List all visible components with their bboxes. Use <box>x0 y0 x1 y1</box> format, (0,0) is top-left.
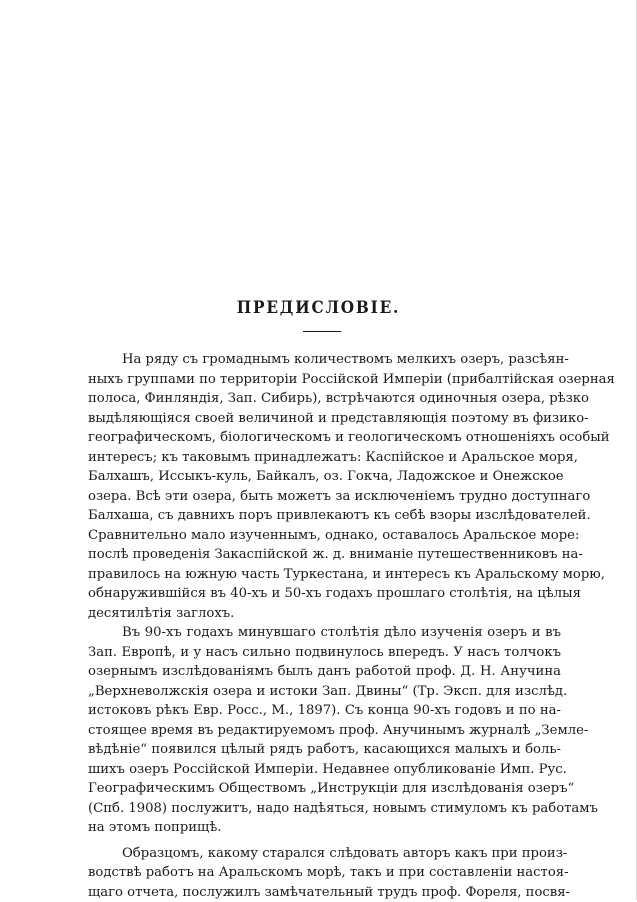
text-line: шихъ озеръ Россiйской Имперiи. Недавнее опубликованiе Имп. Рус. <box>88 760 561 780</box>
page-title: ПРЕДИСЛОВIЕ. <box>32 298 605 318</box>
text-line: вѣдѣнiе“ появился цѣлый рядъ работъ, касающихся малыхъ и боль- <box>88 740 561 760</box>
text-line: послѣ проведенiя Закаспiйской ж. д. вниманiе путешественниковъ на- <box>88 545 561 565</box>
text-line: полоса, Финляндiя, Зап. Сибирь), встрѣчаются одиночныя озера, рѣзко <box>88 389 561 409</box>
text-line: „Верхневолжскiя озера и истоки Зап. Двины“ (Тр. Эксп. для изслѣд. <box>88 682 561 702</box>
body-text <box>88 350 561 902</box>
text-line: (Спб. 1908) послужитъ, надо надѣяться, новымъ стимуломъ къ работамъ <box>88 799 561 819</box>
text-line: Въ 90-хъ годахъ минувшаго столѣтiя дѣло изученiя озеръ и въ <box>88 623 561 643</box>
text-line: водствѣ работъ на Аральскомъ морѣ, такъ и при составленiи настоя- <box>88 863 561 883</box>
text-line: стоящее время въ редактируемомъ проф. Анучинымъ журналѣ „Земле- <box>88 721 561 741</box>
text-line: озера. Всѣ эти озера, быть можетъ за исключенiемъ трудно доступнаго <box>88 487 561 507</box>
text-line: Балхашъ, Иссыкъ-куль, Байкалъ, оз. Гокча, Ладожское и Онежское <box>88 467 561 487</box>
text-line: географическомъ, бiологическомъ и геологическомъ отношенiяхъ особый <box>88 428 561 448</box>
text-line: на этомъ поприщѣ. <box>88 818 561 838</box>
text-line: Географическимъ Обществомъ „Инструкцiи для изслѣдованiя озеръ“ <box>88 779 561 799</box>
text-line: интересъ; къ таковымъ принадлежатъ: Каспiйское и Аральское моря, <box>88 448 561 468</box>
text-line: Сравнительно мало изученнымъ, однако, оставалось Аральское море: <box>88 526 561 546</box>
text-line: правилось на южную часть Туркестана, и интересъ къ Аральскому морю, <box>88 565 561 585</box>
text-line: ныхъ группами по территорiи Россiйской Имперiи (прибалтiйская озерная <box>88 370 561 390</box>
paragraph-1 <box>88 350 561 623</box>
text-line: Образцомъ, какому старался слѣдовать авторъ какъ при произ- <box>88 844 561 864</box>
text-line: На ряду съ громаднымъ количествомъ мелкихъ озеръ, разсѣян- <box>88 350 561 370</box>
paragraph-3 <box>88 844 561 902</box>
text-line: истоковъ рѣкъ Евр. Росс., М., 1897). Съ конца 90-хъ годовъ и по на- <box>88 701 561 721</box>
text-line: десятилѣтiя заглохъ. <box>88 604 561 624</box>
text-line: Зап. Европѣ, и у насъ сильно подвинулось впередъ. У насъ толчокъ <box>88 643 561 663</box>
paragraph-2 <box>88 623 561 838</box>
text-line: выдѣляющiяся своей величиной и представляющiя поэтому въ физико- <box>88 409 561 429</box>
text-line: обнаружившiйся въ 40-хъ и 50-хъ годахъ прошлаго столѣтiя, на цѣлыя <box>88 584 561 604</box>
text-line: Балхаша, съ давнихъ поръ привлекаютъ къ себѣ взоры изслѣдователей. <box>88 506 561 526</box>
title-divider <box>303 331 341 332</box>
text-line: щаго отчета, послужилъ замѣчательный трудъ проф. Фореля, посвя- <box>88 883 561 902</box>
text-line: озернымъ изслѣдованiямъ былъ данъ работой проф. Д. Н. Анучина <box>88 662 561 682</box>
